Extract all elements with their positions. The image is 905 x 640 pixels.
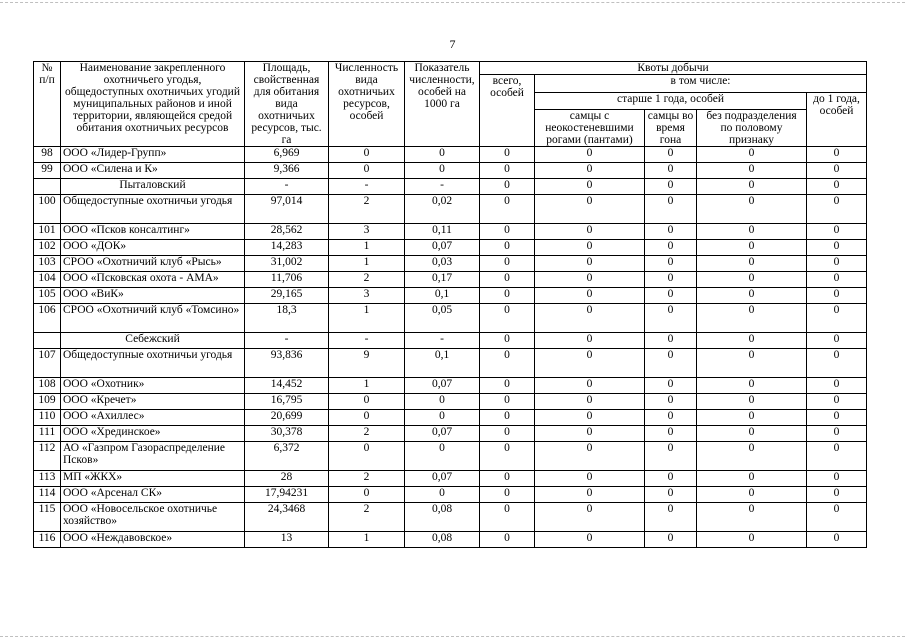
row-density: 0,17 [405,272,480,288]
row-quota-total: 0 [480,240,535,256]
row-quota-total: 0 [480,256,535,272]
row-quota-total: 0 [480,378,535,394]
row-area: 11,706 [245,272,329,288]
header-num: № п/п [34,62,61,147]
row-area: 13 [245,532,329,548]
row-density: 0 [405,147,480,163]
row-quota-total: 0 [480,333,535,349]
row-no-sex: 0 [697,333,807,349]
row-density: 0 [405,394,480,410]
page-number: 7 [449,37,456,51]
row-no-sex: 0 [697,288,807,304]
row-quota-total: 0 [480,503,535,532]
table-row [34,503,867,532]
row-males-antlers: 0 [535,410,645,426]
row-area: - [245,333,329,349]
table-body [34,147,867,548]
row-area: 30,378 [245,426,329,442]
row-males-rut: 0 [645,256,697,272]
row-population: - [329,179,405,195]
row-males-antlers: 0 [535,333,645,349]
row-density: 0,07 [405,426,480,442]
row-no-sex: 0 [697,442,807,471]
header-name: Наименование закрепленного охотничьего угодья, общедоступных охотничьих угодий муниципальных районов и иной территории, являющейся средой обитания охотничьих ресурсов [61,62,245,147]
table-row [34,471,867,487]
row-number: 99 [34,163,61,179]
row-name: ООО «ВиК» [61,288,245,304]
row-number: 116 [34,532,61,548]
table-row [34,349,867,378]
row-males-antlers: 0 [535,224,645,240]
row-no-sex: 0 [697,256,807,272]
row-males-rut: 0 [645,532,697,548]
header-area: Площадь, свойственная для обитания вида охотничьих ресурсов, тыс. га [245,62,329,147]
row-younger: 0 [807,163,867,179]
row-density: 0,08 [405,532,480,548]
table-row [34,487,867,503]
row-males-rut: 0 [645,163,697,179]
row-males-antlers: 0 [535,256,645,272]
row-number: 98 [34,147,61,163]
row-population: 0 [329,394,405,410]
row-males-antlers: 0 [535,147,645,163]
header-including: в том числе: [535,75,867,93]
table-row [34,288,867,304]
row-area: - [245,179,329,195]
row-population: 9 [329,349,405,378]
row-number: 105 [34,288,61,304]
row-population: 3 [329,224,405,240]
table-row [34,224,867,240]
row-population: 2 [329,471,405,487]
row-name: ООО «Хрединское» [61,426,245,442]
row-males-rut: 0 [645,503,697,532]
row-name: ООО «Неждавовское» [61,532,245,548]
row-density: 0,1 [405,288,480,304]
table-row [34,442,867,471]
row-density: 0 [405,163,480,179]
row-males-antlers: 0 [535,240,645,256]
row-area: 20,699 [245,410,329,426]
scan-edge-bottom [0,636,905,637]
table-row [34,410,867,426]
row-quota-total: 0 [480,471,535,487]
row-number: 106 [34,304,61,333]
row-quota-total: 0 [480,272,535,288]
row-number: 100 [34,195,61,224]
row-name: ООО «Псков консалтинг» [61,224,245,240]
row-name: ООО «Арсенал СК» [61,487,245,503]
table-row [34,195,867,224]
row-density: 0,07 [405,240,480,256]
row-population: 1 [329,240,405,256]
row-males-antlers: 0 [535,378,645,394]
row-younger: 0 [807,272,867,288]
row-males-antlers: 0 [535,272,645,288]
row-quota-total: 0 [480,195,535,224]
row-name: ООО «Лидер-Групп» [61,147,245,163]
district-row [34,333,867,349]
table-row [34,163,867,179]
row-density: 0,1 [405,349,480,378]
row-number: 101 [34,224,61,240]
row-quota-total: 0 [480,147,535,163]
header-no-sex: без подразделения по половому признаку [697,110,807,147]
row-name: ООО «Новосельское охотничье хозяйство» [61,503,245,532]
row-population: 2 [329,503,405,532]
row-name: МП «ЖКХ» [61,471,245,487]
row-area: 24,3468 [245,503,329,532]
row-number: 104 [34,272,61,288]
row-no-sex: 0 [697,224,807,240]
row-area: 6,969 [245,147,329,163]
row-no-sex: 0 [697,394,807,410]
row-males-antlers: 0 [535,503,645,532]
row-number: 110 [34,410,61,426]
row-no-sex: 0 [697,410,807,426]
row-density: 0,11 [405,224,480,240]
table-row [34,272,867,288]
row-males-antlers: 0 [535,288,645,304]
row-males-rut: 0 [645,272,697,288]
row-males-antlers: 0 [535,487,645,503]
row-no-sex: 0 [697,503,807,532]
row-name: ООО «Кречет» [61,394,245,410]
row-name: СРОО «Охотничий клуб «Рысь» [61,256,245,272]
hunting-quota-table [33,61,867,548]
row-no-sex: 0 [697,163,807,179]
row-area: 14,452 [245,378,329,394]
row-younger: 0 [807,394,867,410]
row-males-antlers: 0 [535,179,645,195]
row-no-sex: 0 [697,147,807,163]
row-name: АО «Газпром Газораспределение Псков» [61,442,245,471]
row-name: Общедоступные охотничьи угодья [61,195,245,224]
row-younger: 0 [807,378,867,394]
row-number: 109 [34,394,61,410]
row-population: 0 [329,163,405,179]
table-row [34,147,867,163]
row-number [34,179,61,195]
table-row [34,394,867,410]
row-males-rut: 0 [645,240,697,256]
row-no-sex: 0 [697,304,807,333]
row-density: - [405,179,480,195]
table-row [34,378,867,394]
row-males-rut: 0 [645,410,697,426]
row-males-rut: 0 [645,224,697,240]
row-males-rut: 0 [645,394,697,410]
row-no-sex: 0 [697,349,807,378]
header-males-antlers: самцы с неокостеневшими рогами (пантами) [535,110,645,147]
header-population: Численность вида охотничьих ресурсов, особей [329,62,405,147]
row-population: 2 [329,272,405,288]
row-area: 17,94231 [245,487,329,503]
row-males-antlers: 0 [535,442,645,471]
row-population: 0 [329,410,405,426]
row-area: 28,562 [245,224,329,240]
row-area: 28 [245,471,329,487]
row-density: 0,02 [405,195,480,224]
row-males-rut: 0 [645,304,697,333]
row-number: 102 [34,240,61,256]
row-quota-total: 0 [480,487,535,503]
row-no-sex: 0 [697,240,807,256]
row-younger: 0 [807,333,867,349]
row-density: 0 [405,487,480,503]
row-males-rut: 0 [645,442,697,471]
row-quota-total: 0 [480,426,535,442]
row-no-sex: 0 [697,195,807,224]
row-quota-total: 0 [480,532,535,548]
row-males-rut: 0 [645,349,697,378]
district-row [34,179,867,195]
row-males-rut: 0 [645,179,697,195]
row-males-rut: 0 [645,288,697,304]
row-density: 0,07 [405,471,480,487]
header-total: всего, особей [480,75,535,147]
row-area: 31,002 [245,256,329,272]
row-population: 2 [329,426,405,442]
row-name: ООО «Псковская охота - АМА» [61,272,245,288]
row-quota-total: 0 [480,349,535,378]
header-younger: до 1 года, особей [807,92,867,147]
row-males-rut: 0 [645,378,697,394]
row-density: 0,08 [405,503,480,532]
row-males-rut: 0 [645,487,697,503]
row-younger: 0 [807,410,867,426]
row-area: 16,795 [245,394,329,410]
row-density: 0 [405,442,480,471]
row-number: 115 [34,503,61,532]
row-males-antlers: 0 [535,304,645,333]
row-area: 97,014 [245,195,329,224]
row-males-antlers: 0 [535,532,645,548]
row-quota-total: 0 [480,288,535,304]
row-younger: 0 [807,471,867,487]
row-younger: 0 [807,240,867,256]
row-density: 0,05 [405,304,480,333]
row-no-sex: 0 [697,471,807,487]
row-males-rut: 0 [645,195,697,224]
row-younger: 0 [807,224,867,240]
row-density: 0,07 [405,378,480,394]
row-younger: 0 [807,179,867,195]
row-males-rut: 0 [645,426,697,442]
row-younger: 0 [807,349,867,378]
row-males-antlers: 0 [535,471,645,487]
row-number: 112 [34,442,61,471]
row-population: 1 [329,256,405,272]
row-name: ООО «ДОК» [61,240,245,256]
row-males-rut: 0 [645,147,697,163]
row-number: 111 [34,426,61,442]
row-number: 113 [34,471,61,487]
table-row [34,256,867,272]
row-population: - [329,333,405,349]
row-younger: 0 [807,288,867,304]
row-quota-total: 0 [480,179,535,195]
row-population: 1 [329,378,405,394]
row-area: 14,283 [245,240,329,256]
row-younger: 0 [807,487,867,503]
table-row [34,426,867,442]
row-number: 107 [34,349,61,378]
row-population: 0 [329,147,405,163]
row-number: 108 [34,378,61,394]
row-younger: 0 [807,256,867,272]
row-name: Пыталовский [61,179,245,195]
table-row [34,240,867,256]
row-area: 6,372 [245,442,329,471]
header-density: Показатель численности, особей на 1000 га [405,62,480,147]
row-number [34,333,61,349]
scan-edge-top [0,2,905,3]
row-males-antlers: 0 [535,349,645,378]
row-males-antlers: 0 [535,426,645,442]
row-population: 2 [329,195,405,224]
table-row [34,532,867,548]
row-population: 3 [329,288,405,304]
row-no-sex: 0 [697,532,807,548]
row-quota-total: 0 [480,394,535,410]
row-number: 114 [34,487,61,503]
row-name: ООО «Ахиллес» [61,410,245,426]
row-name: Общедоступные охотничьи угодья [61,349,245,378]
row-area: 93,836 [245,349,329,378]
row-younger: 0 [807,442,867,471]
row-younger: 0 [807,426,867,442]
row-males-antlers: 0 [535,195,645,224]
row-quota-total: 0 [480,304,535,333]
row-quota-total: 0 [480,224,535,240]
row-density: 0,03 [405,256,480,272]
row-males-antlers: 0 [535,394,645,410]
row-area: 29,165 [245,288,329,304]
row-quota-total: 0 [480,442,535,471]
row-younger: 0 [807,532,867,548]
row-density: - [405,333,480,349]
row-name: ООО «Охотник» [61,378,245,394]
row-younger: 0 [807,147,867,163]
row-name: Себежский [61,333,245,349]
row-population: 0 [329,487,405,503]
row-name: ООО «Силена и К» [61,163,245,179]
row-males-rut: 0 [645,333,697,349]
row-number: 103 [34,256,61,272]
row-population: 0 [329,442,405,471]
row-population: 1 [329,532,405,548]
row-males-rut: 0 [645,471,697,487]
row-population: 1 [329,304,405,333]
row-no-sex: 0 [697,426,807,442]
row-younger: 0 [807,195,867,224]
row-no-sex: 0 [697,378,807,394]
table-header [34,62,867,147]
header-older: старше 1 года, особей [535,92,807,110]
header-males-rut: самцы во время гона [645,110,697,147]
row-quota-total: 0 [480,410,535,426]
row-name: СРОО «Охотничий клуб «Томсино» [61,304,245,333]
row-area: 9,366 [245,163,329,179]
row-quota-total: 0 [480,163,535,179]
table-row [34,304,867,333]
row-area: 18,3 [245,304,329,333]
row-younger: 0 [807,304,867,333]
row-no-sex: 0 [697,272,807,288]
row-density: 0 [405,410,480,426]
row-males-antlers: 0 [535,163,645,179]
row-no-sex: 0 [697,487,807,503]
row-no-sex: 0 [697,179,807,195]
row-younger: 0 [807,503,867,532]
header-quota: Квоты добычи [480,62,867,75]
